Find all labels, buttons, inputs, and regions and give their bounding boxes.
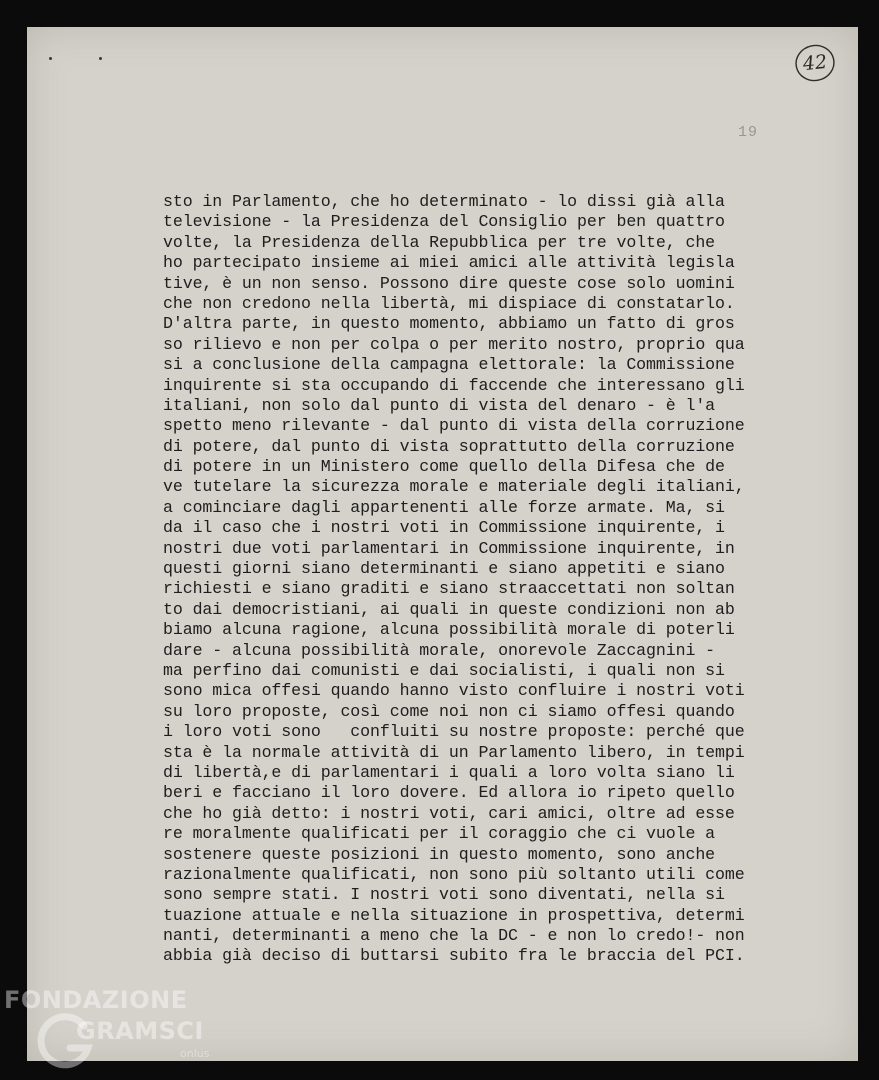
text-line: biamo alcuna ragione, alcuna possibilità morale di poterli	[163, 620, 735, 640]
text-line: ho partecipato insieme ai miei amici alle attività legisla	[163, 253, 735, 273]
text-line: sono sempre stati. I nostri voti sono diventati, nella si	[163, 885, 725, 905]
paper-speck	[49, 57, 52, 60]
text-line: sta è la normale attività di un Parlamento libero, in tempi	[163, 742, 745, 762]
text-line: sto in Parlamento, che ho determinato - lo dissi già alla	[163, 192, 725, 211]
text-line: questi giorni siano determinanti e siano appetiti e siano	[163, 559, 725, 579]
text-line: a cominciare dagli appartenenti alle forze armate. Ma, si	[163, 497, 725, 517]
text-line: tive, è un non senso. Possono dire queste cose solo uomini	[163, 273, 735, 293]
text-line: ve tutelare la sicurezza morale e materiale degli italiani,	[163, 477, 745, 497]
stamp-number: 42	[801, 50, 829, 76]
text-line: so rilievo e non per colpa o per merito nostro, proprio qua	[163, 334, 745, 354]
text-line: re moralmente qualificati per il coraggio che ci vuole a	[163, 824, 716, 844]
text-line: beri e facciano il loro dovere. Ed allora io ripeto quello	[163, 783, 735, 803]
text-line: che non credono nella libertà, mi dispiace di constatarlo.	[163, 293, 735, 313]
typed-page-number: 19	[738, 124, 759, 141]
text-line: spetto meno rilevante - dal punto di vista della corruzione	[163, 416, 745, 436]
text-line: inquirente si sta occupando di faccende che interessano gli	[163, 375, 745, 395]
text-line: D'altra parte, in questo momento, abbiamo un fatto di gros	[163, 314, 735, 334]
text-line: di potere, dal punto di vista soprattutto della corruzione	[163, 436, 735, 456]
text-line: richiesti e siano graditi e siano straaccettati non soltan	[163, 579, 735, 599]
watermark-line1: FONDAZIONE	[4, 986, 188, 1014]
handwritten-page-number	[794, 42, 836, 84]
text-line: volte, la Presidenza della Repubblica per tre volte, che	[163, 232, 716, 252]
text-line: sono mica offesi quando hanno visto confluire i nostri voti	[163, 681, 745, 701]
text-line: da il caso che i nostri voti in Commissione inquirente, i	[163, 518, 725, 538]
watermark-sub: onlus	[180, 1047, 210, 1060]
text-line: dare - alcuna possibilità morale, onorevole Zaccagnini -	[163, 640, 716, 660]
text-line: televisione - la Presidenza del Consiglio per ben quattro	[163, 212, 725, 232]
text-line: i loro voti sono confluiti su nostre proposte: perché que	[163, 722, 745, 742]
text-line: si a conclusione della campagna elettorale: la Commissione	[163, 355, 735, 375]
text-line: che ho già detto: i nostri voti, cari amici, oltre ad esse	[163, 803, 735, 823]
text-line: ma perfino dai comunisti e dai socialisti, i quali non si	[163, 660, 725, 680]
text-line: di potere in un Ministero come quello della Difesa che de	[163, 457, 725, 477]
text-line: tuazione attuale e nella situazione in prospettiva, determi	[163, 905, 745, 925]
text-line: abbia già deciso di buttarsi subito fra le braccia del PCI.	[163, 946, 745, 966]
watermark	[4, 986, 224, 1076]
text-line: di libertà,e di parlamentari i quali a loro volta siano li	[163, 762, 735, 782]
watermark-line2: GRAMSCI	[76, 1017, 204, 1045]
paper-speck	[99, 57, 102, 60]
text-line: sostenere queste posizioni in questo momento, sono anche	[163, 844, 716, 864]
text-line: razionalmente qualificati, non sono più soltanto utili come	[163, 864, 745, 884]
text-line: italiani, non solo dal punto di vista del denaro - è l'a	[163, 395, 716, 415]
text-line: su loro proposte, così come noi non ci siamo offesi quando	[163, 701, 735, 721]
text-line: nanti, determinanti a meno che la DC - e non lo credo!- non	[163, 926, 745, 946]
text-line: to dai democristiani, ai quali in queste condizioni non ab	[163, 599, 735, 619]
text-line: nostri due voti parlamentari in Commissione inquirente, in	[163, 538, 735, 558]
typewritten-body	[163, 192, 803, 967]
